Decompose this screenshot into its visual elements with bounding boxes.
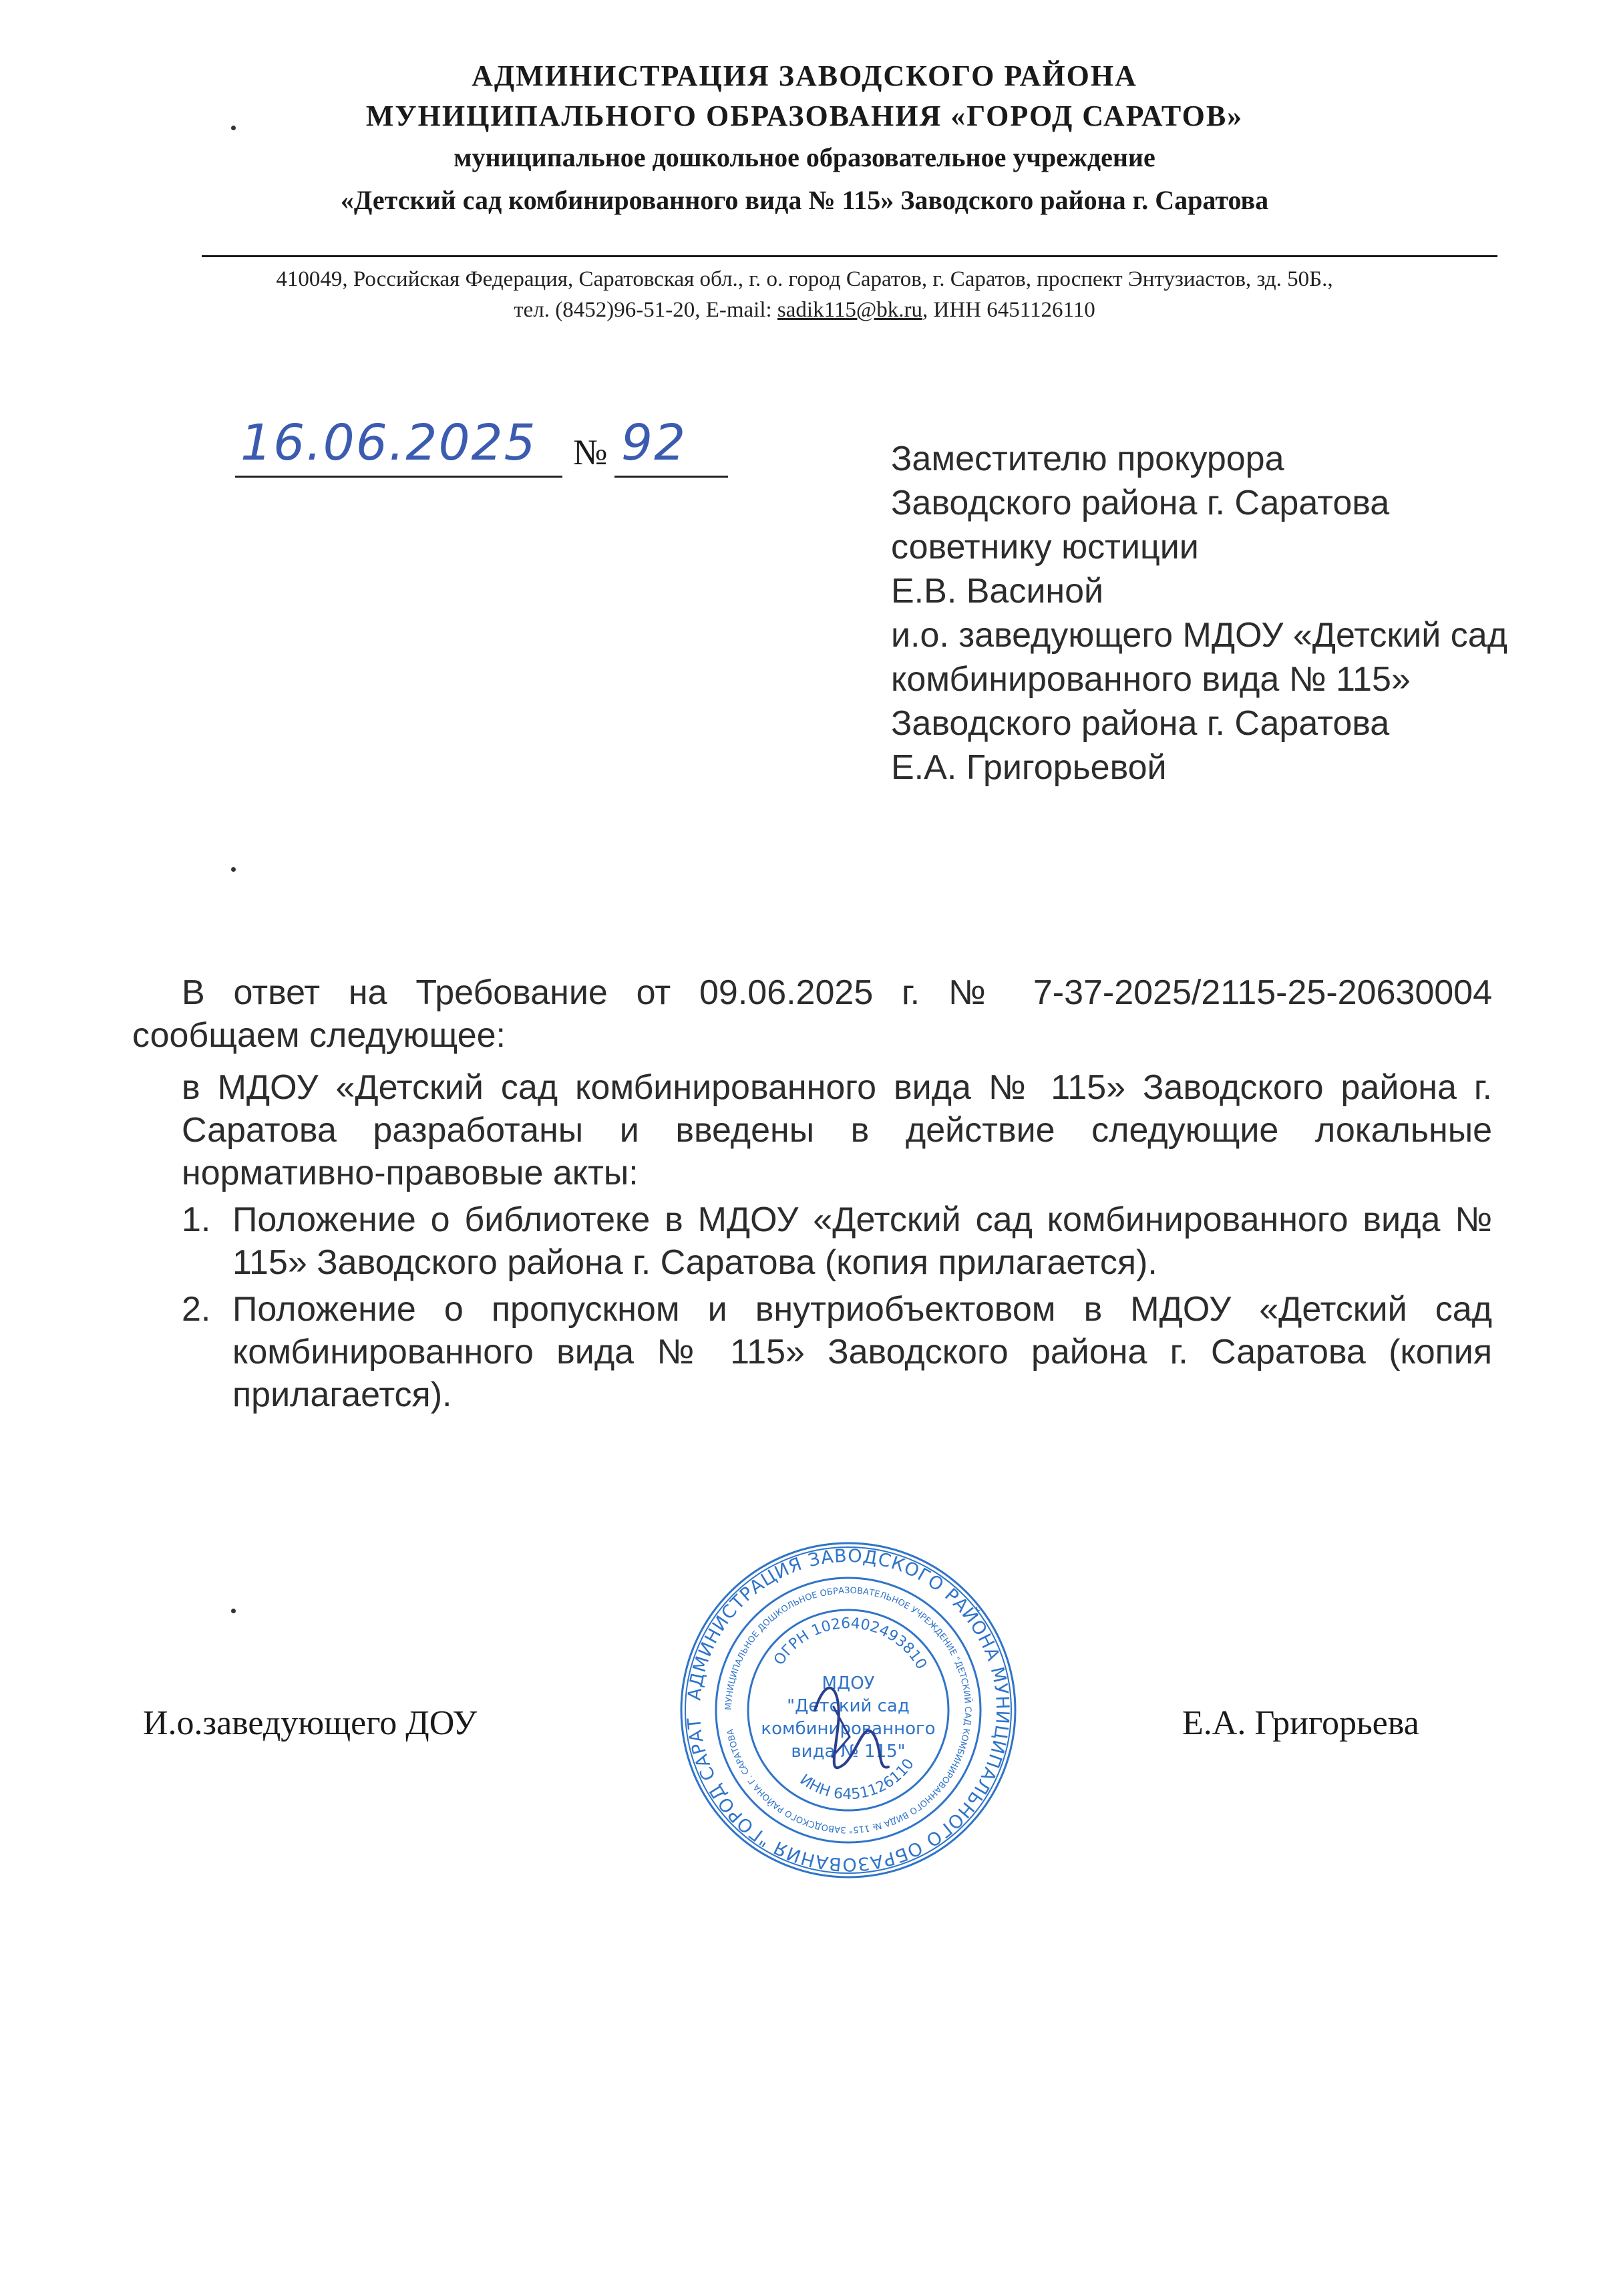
stamp-center-line: комбинированного [761, 1719, 936, 1739]
list-item-number: 1. [182, 1200, 211, 1239]
recipient-line: комбинированного вида № 115» [891, 660, 1411, 699]
intro-line: В ответ на Требование от 09.06.2025 г. № 7-37-2025/2115-25-20630004 [182, 973, 1492, 1012]
paragraph-line: в МДОУ «Детский сад комбинированного вида № 115» Заводского района г. [182, 1068, 1492, 1107]
email-link[interactable]: sadik115@bk.ru [777, 298, 922, 322]
stamp-svg [675, 1536, 1022, 1884]
stamp-inner-ring-text: МУНИЦИПАЛЬНОЕ ДОШКОЛЬНОЕ ОБРАЗОВАТЕЛЬНОЕ УЧРЕЖДЕНИЕ "ДЕТСКИЙ САД КОМБИНИРОВАННОГО ВИДА № 115" ЗАВОДСКОГО РАЙОНА Г. САРАТОВА [723, 1585, 973, 1835]
scan-speck [231, 1609, 236, 1613]
paragraph-line: Саратова разработаны и введены в действие следующие локальные [182, 1111, 1492, 1150]
recipient-line: Заводского района г. Саратова [891, 484, 1390, 522]
header-rule [202, 255, 1497, 257]
recipient-block [891, 437, 1507, 790]
stamp-center-line: "Детский сад [787, 1696, 910, 1716]
recipient-line: Е.В. Васиной [891, 572, 1104, 611]
official-stamp [675, 1536, 1022, 1884]
phone-text: тел. (8452)96-51-20, E-mail: [514, 298, 777, 322]
stamp-ogrn: ОГРН 1026402493810 [771, 1615, 930, 1673]
stamp-outer-text: АДМИНИСТРАЦИЯ ЗАВОДСКОГО РАЙОНА МУНИЦИПАЛЬНОГО ОБРАЗОВАНИЯ "ГОРОД САРАТ [684, 1545, 1013, 1875]
header-municipality-line: МУНИЦИПАЛЬНОГО ОБРАЗОВАНИЯ «ГОРОД САРАТОВ» [365, 100, 1244, 132]
recipient-line: советнику юстиции [891, 528, 1199, 566]
header-institution-name: «Детский сад комбинированного вида № 115» Заводского района г. Саратова [340, 185, 1269, 215]
header-institution-type: муниципальное дошкольное образовательное учреждение [454, 142, 1155, 172]
scan-speck [231, 867, 236, 872]
list-item-text: комбинированного вида № 115» Заводского района г. Саратова (копия [232, 1333, 1492, 1371]
number-label: № [573, 432, 608, 472]
list-item-text: Положение о библиотеке в МДОУ «Детский сад комбинированного вида № [232, 1200, 1492, 1239]
header-admin-line: АДМИНИСТРАЦИЯ ЗАВОДСКОГО РАЙОНА [472, 59, 1137, 92]
signatory-position: И.о.заведующего ДОУ [143, 1704, 478, 1742]
document-date: 16.06.2025 [240, 414, 537, 472]
date-underline [235, 476, 562, 478]
paragraph-line: нормативно-правовые акты: [182, 1154, 639, 1192]
stamp-inn: ИНН 6451126110 [796, 1756, 918, 1804]
recipient-line: Заместителю прокурора [891, 440, 1284, 478]
stamp-center-line: вида № 115" [791, 1742, 906, 1762]
number-underline [614, 476, 728, 478]
recipient-line: Заводского района г. Саратова [891, 704, 1390, 743]
document-number: 92 [621, 414, 687, 472]
header-address: 410049, Российская Федерация, Саратовская обл., г. о. город Саратов, г. Саратов, проспект Энтузиастов, зд. 50Б., [276, 267, 1333, 291]
recipient-line: и.о. заведующего МДОУ «Детский сад [891, 616, 1507, 655]
inn-text: , ИНН 6451126110 [922, 298, 1095, 322]
signatory-name: Е.А. Григорьева [1182, 1704, 1419, 1742]
recipient-line: Е.А. Григорьевой [891, 748, 1167, 787]
list-item-text: 115» Заводского района г. Саратова (копия прилагается). [232, 1243, 1157, 1282]
list-item-number: 2. [182, 1290, 211, 1329]
stamp-center-line: МДОУ [822, 1673, 875, 1693]
list-item-text: Положение о пропускном и внутриобъектовом в МДОУ «Детский сад [232, 1290, 1492, 1329]
header-contacts [0, 298, 1609, 323]
scan-speck [231, 126, 236, 130]
intro-line: сообщаем следующее: [132, 1016, 506, 1055]
list-item-text: прилагается). [232, 1375, 452, 1414]
